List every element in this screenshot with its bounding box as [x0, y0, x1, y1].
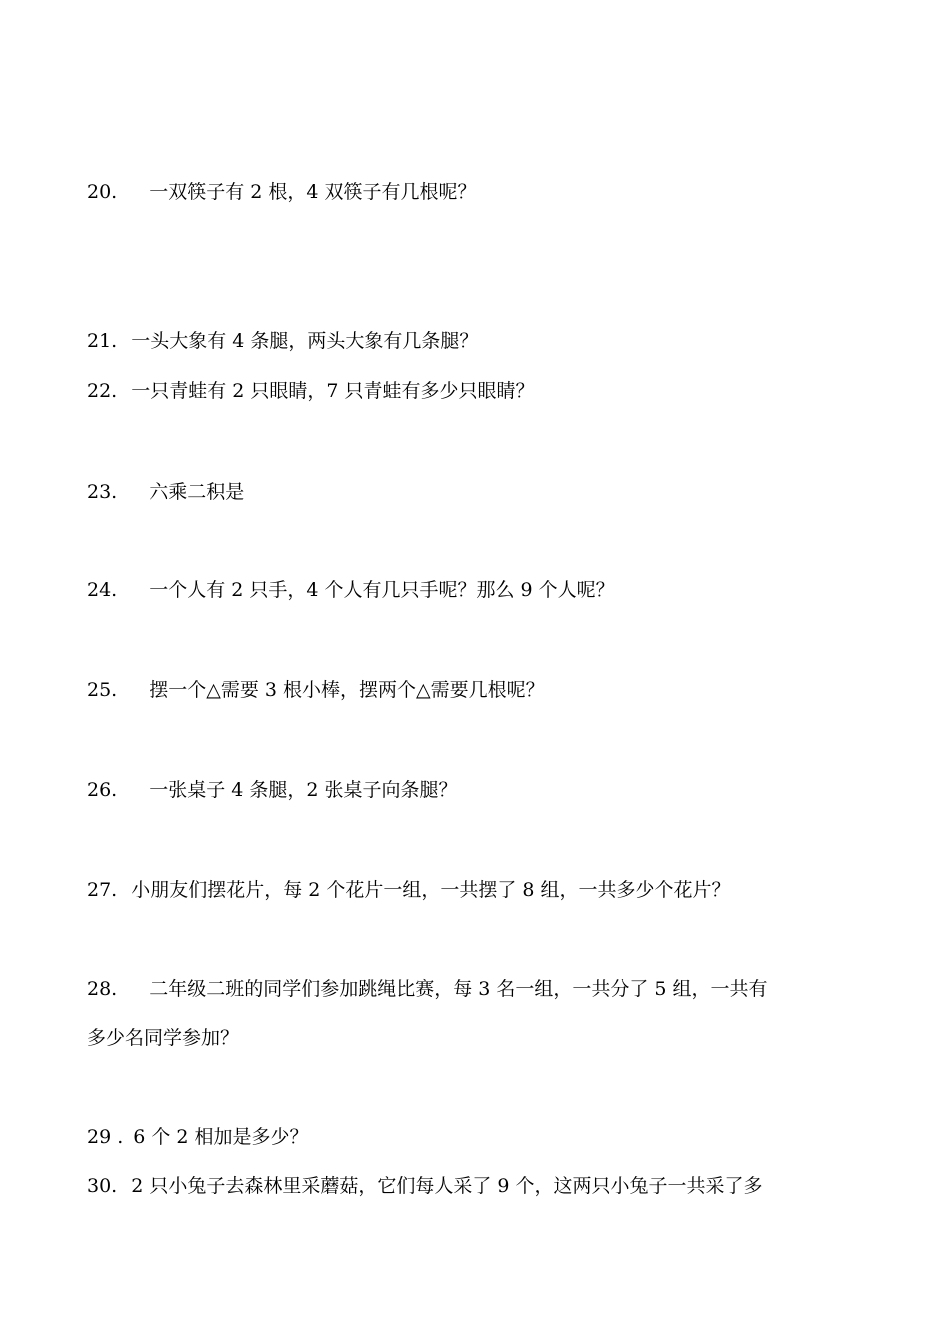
question-text: 一张桌子 4 条腿，2 张桌子向条腿？: [149, 779, 458, 801]
question-number: 28.: [87, 978, 118, 1000]
question-number: 22.: [87, 380, 118, 402]
question-text: 一双筷子有 2 根，4 双筷子有几根呢？: [149, 181, 477, 203]
question-text: 一头大象有 4 条腿，两头大象有几条腿？: [131, 330, 479, 352]
question-text-continuation: 多少名同学参加？: [87, 1027, 240, 1049]
question-21: [87, 329, 478, 353]
question-number: 27.: [87, 879, 118, 901]
question-text: 六乘二积是: [149, 481, 245, 503]
question-29: [87, 1125, 309, 1149]
question-text: 二年级二班的同学们参加跳绳比赛，每 3 名一组，一共分了 5 组，一共有: [149, 978, 768, 1000]
question-number: 20.: [87, 181, 118, 203]
question-28-continuation: [87, 1026, 239, 1050]
question-28: [87, 977, 768, 1001]
question-text: 摆一个△需要 3 根小棒，摆两个△需要几根呢？: [149, 679, 545, 701]
question-30: [87, 1174, 763, 1198]
question-text: 一只青蛙有 2 只眼睛，7 只青蛙有多少只眼睛？: [131, 380, 535, 402]
question-26: [87, 778, 458, 802]
question-20: [87, 180, 477, 204]
question-24: [87, 578, 615, 602]
question-number: 24.: [87, 579, 118, 601]
question-text: 2 只小兔子去森林里采蘑菇，它们每人采了 9 个，这两只小兔子一共采了多: [131, 1175, 763, 1197]
question-text: 小朋友们摆花片，每 2 个花片一组，一共摆了 8 组，一共多少个花片？: [131, 879, 731, 901]
question-number: 21.: [87, 330, 118, 352]
question-number: 29 .: [87, 1126, 124, 1148]
question-25: [87, 678, 545, 702]
question-23: [87, 480, 244, 504]
question-number: 23.: [87, 481, 118, 503]
question-number: 26.: [87, 779, 118, 801]
question-text: 一个人有 2 只手，4 个人有几只手呢？那么 9 个人呢？: [149, 579, 615, 601]
question-number: 30.: [87, 1175, 118, 1197]
question-22: [87, 379, 535, 403]
question-27: [87, 878, 731, 902]
question-number: 25.: [87, 679, 118, 701]
question-text: 6 个 2 相加是多少？: [133, 1126, 309, 1148]
